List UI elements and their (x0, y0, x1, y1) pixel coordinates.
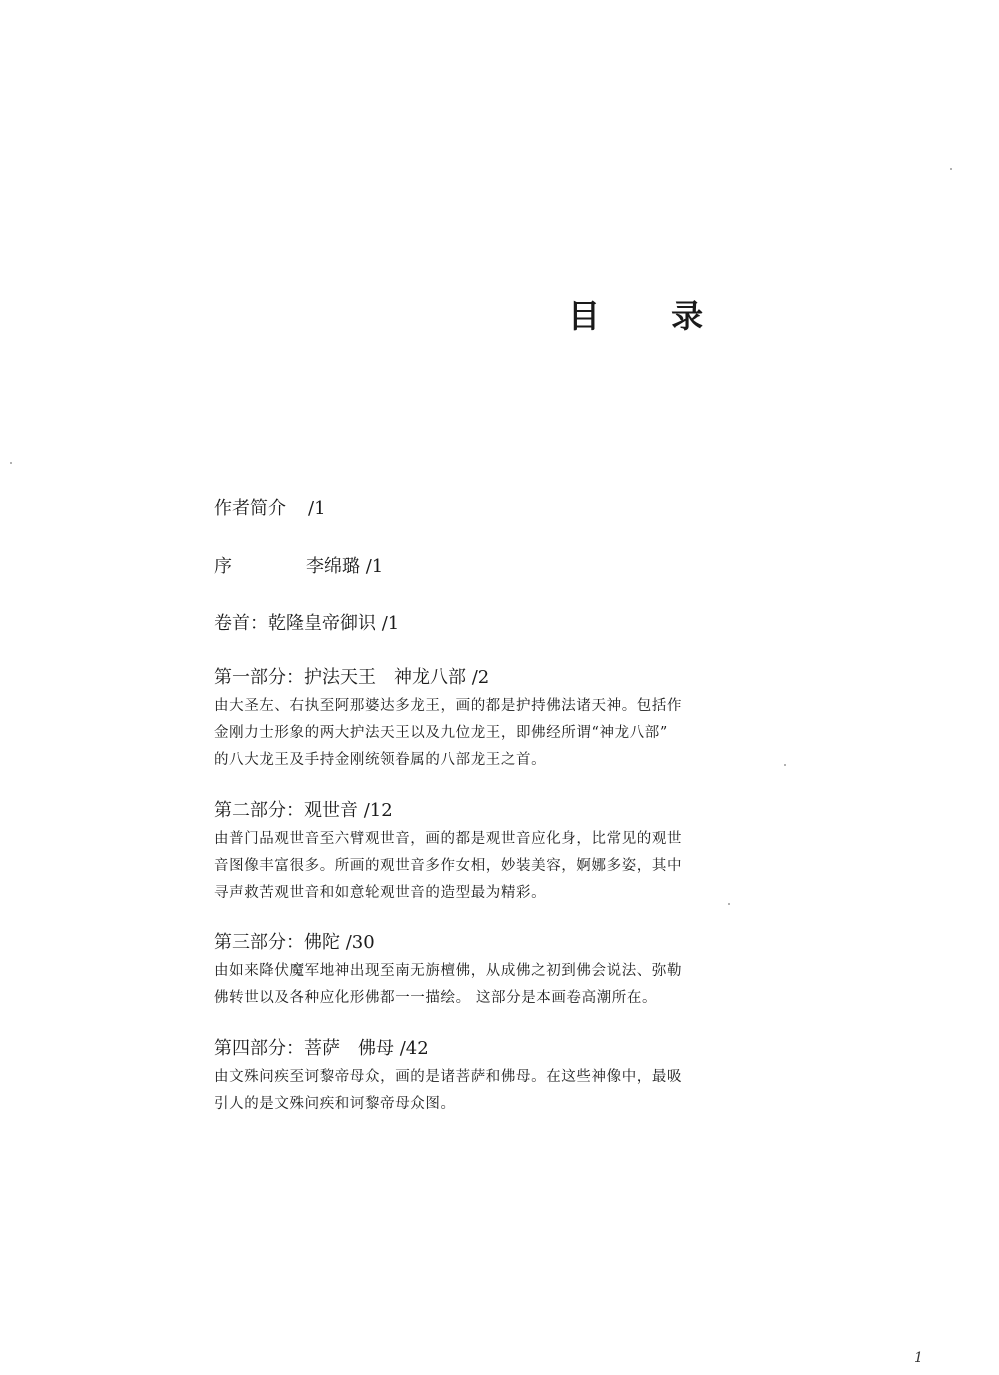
toc-part-heading[interactable] (214, 1036, 774, 1062)
description-line: 引人的是文殊问疾和诃黎帝母众图。 (214, 1096, 456, 1112)
toc-part-4 (214, 1036, 774, 1118)
toc-part-label: 第四部分：菩萨 (214, 1038, 340, 1059)
toc-entry-page: /1 (381, 613, 400, 634)
toc-part-label: 第一部分：护法天王 (214, 667, 376, 688)
toc-part-heading[interactable] (214, 798, 774, 824)
toc-part-heading[interactable] (214, 665, 774, 691)
toc-part-description (214, 1064, 744, 1118)
toc-part-description (214, 958, 744, 1012)
scan-speck (950, 168, 952, 170)
toc-entry-preface[interactable] (214, 554, 774, 580)
scan-speck (10, 462, 12, 464)
toc-part-label: 第三部分：佛陀 (214, 932, 340, 953)
page-number: 1 (914, 1350, 923, 1366)
toc-entry-page: /1 (308, 498, 326, 519)
description-line: 金刚力士形象的两大护法天王以及九位龙王，即佛经所谓“神龙八部” (214, 725, 668, 741)
toc-part-3 (214, 930, 774, 1012)
toc-part-description (214, 826, 744, 907)
toc-entry-author-intro[interactable] (214, 496, 774, 522)
toc-part-page: /42 (399, 1038, 429, 1059)
toc-part-heading[interactable] (214, 930, 774, 956)
toc-part-page: /2 (471, 667, 490, 688)
toc-part-description (214, 693, 744, 774)
toc-entry-label: 卷首：乾隆皇帝御识 (214, 613, 376, 634)
toc-part-1 (214, 665, 774, 774)
toc-part-page: /30 (345, 932, 375, 953)
description-line: 的八大龙王及手持金刚统领眷属的八部龙王之首。 (214, 752, 547, 768)
toc-entry-author: 李绵璐 (306, 556, 360, 577)
description-line: 寻声救苦观世音和如意轮观世音的造型最为精彩。 (214, 885, 547, 901)
description-line: 由大圣左、右执至阿那婆达多龙王，画的都是护持佛法诸天神。包括作 (214, 698, 683, 714)
toc-entry-label: 作者简介 (214, 498, 286, 519)
toc-part-label-2: 神龙八部 (394, 667, 466, 688)
toc-entry-page: /1 (365, 556, 384, 577)
toc-part-2 (214, 798, 774, 907)
description-line: 由文殊问疾至诃黎帝母众，画的是诸菩萨和佛母。在这些神像中，最吸 (214, 1069, 683, 1085)
toc-entry-frontispiece[interactable] (214, 611, 774, 637)
toc-part-label-2: 佛母 (358, 1038, 394, 1059)
toc-part-label: 第二部分：观世音 (214, 800, 358, 821)
scan-speck (784, 764, 786, 766)
scan-speck (728, 903, 730, 905)
description-line: 由如来降伏魔军地神出现至南无旃檀佛，从成佛之初到佛会说法、弥勒 (214, 963, 683, 979)
description-line: 由普门品观世音至六臂观世音，画的都是观世音应化身，比常见的观世 (214, 831, 683, 847)
description-line: 音图像丰富很多。所画的观世音多作女相，妙装美容，婀娜多姿，其中 (214, 858, 683, 874)
description-line: 佛转世以及各种应化形佛都一一描绘。 这部分是本画卷高潮所在。 (214, 990, 658, 1006)
page-title: 目 录 (568, 297, 734, 335)
toc-entry-label: 序 (214, 556, 232, 577)
toc-part-page: /12 (363, 800, 393, 821)
